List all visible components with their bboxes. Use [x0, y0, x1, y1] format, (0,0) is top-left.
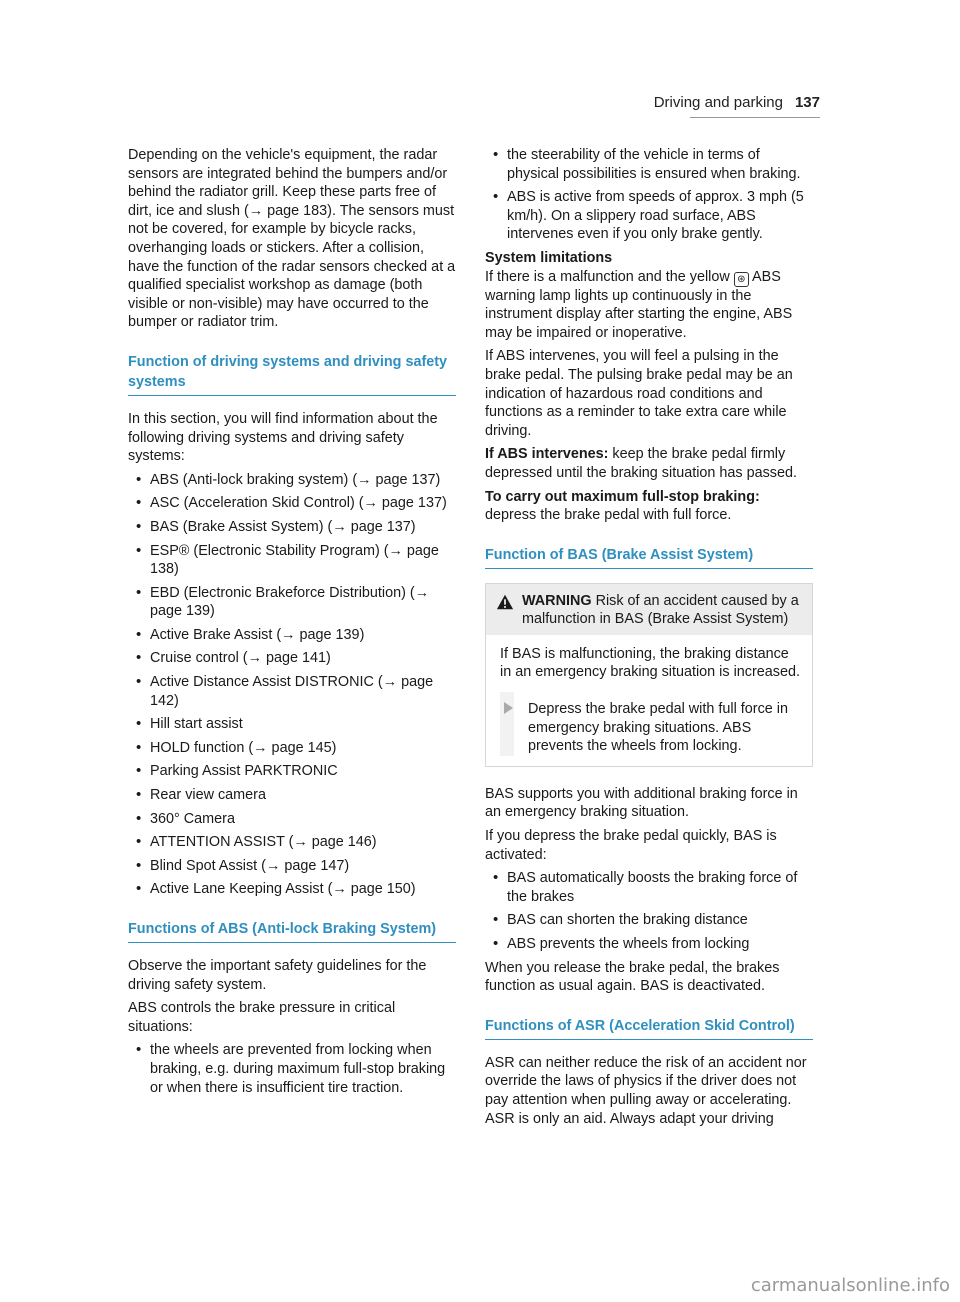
bas-paragraph-2: If you depress the brake pedal quickly, BAS is activated: — [485, 828, 777, 863]
warning-box — [485, 583, 813, 767]
abs-warning-lamp-icon: ⊛ — [734, 272, 749, 287]
warning-body — [486, 635, 812, 766]
list-item: • 360° Camera — [128, 810, 456, 829]
intro-paragraph: Depending on the vehicle's equipment, the radar sensors are integrated behind the bumpers and/or behind the radiator grill. Keep these parts free of dirt, ice and slush (→ page 183). The sensors must not be covered, for example by bicycle racks, overhanging loads or stickers. After a collision, have the function of the radar sensors checked at a qualified specialist workshop as damage (both visible or non-visible) may have occurred to the bumper or radiator trim. — [128, 147, 456, 331]
heading-driving-systems: Function of driving systems and driving safety systems — [128, 352, 456, 396]
warning-text: If BAS is malfunctioning, the braking distance in an emergency braking situation is increased. — [500, 645, 800, 681]
abs-intervene-paragraph: If ABS intervenes, you will feel a pulsing in the brake pedal. The pulsing brake pedal may be an indication of hazardous road conditions and functions as a reminder to take extra care while driving. — [485, 348, 793, 439]
header-section-title: Driving and parking — [653, 94, 783, 111]
heading-asr: Functions of ASR (Acceleration Skid Control) — [485, 1016, 813, 1040]
warning-title: Risk of an accident caused by a malfunction in BAS (Brake Assist System) — [522, 592, 799, 628]
warning-action — [500, 692, 802, 756]
list-item: • Active Brake Assist (→ page 139) — [128, 626, 456, 645]
bas-list — [485, 869, 813, 953]
systems-list — [128, 471, 456, 899]
list-item: • BAS automatically boosts the braking force of the brakes — [485, 869, 813, 906]
list-item: • ESP® (Electronic Stability Program) (→ page 138) — [128, 542, 456, 579]
warning-header — [486, 584, 812, 635]
systems-intro: In this section, you will find information about the following driving systems and driving safety systems: — [128, 410, 438, 465]
list-item: • EBD (Electronic Brakeforce Distribution) (→ page 139) — [128, 584, 456, 621]
page-number: 137 — [794, 94, 820, 111]
list-item: • HOLD function (→ page 145) — [128, 739, 456, 758]
list-item: • Blind Spot Assist (→ page 147) — [128, 857, 456, 876]
action-text: Depress the brake pedal with full force in emergency braking situations. ABS prevents the wheels from locking. — [528, 701, 788, 755]
list-item: • Parking Assist PARKTRONIC — [128, 762, 456, 781]
abs-list — [128, 1041, 456, 1097]
list-item: • ABS prevents the wheels from locking — [485, 935, 813, 954]
max-braking: To carry out maximum full-stop braking: depress the brake pedal with full force. — [485, 488, 760, 524]
system-limitations-text: If there is a malfunction and the yellow ⊛ ABS warning lamp lights up continuously in the instrument display after starting the engine, ABS may be impaired or inoperative. — [485, 268, 793, 341]
list-item: • BAS (Brake Assist System) (→ page 137) — [128, 518, 456, 537]
warning-label: WARNING — [522, 592, 592, 609]
asr-paragraph: ASR can neither reduce the risk of an accident nor override the laws of physics if the driver does not pay attention when pulling away or accelerating. ASR is only an aid. Always adapt your driving — [485, 1054, 807, 1127]
action-arrow-icon — [504, 702, 513, 714]
heading-abs: Functions of ABS (Anti-lock Braking System) — [128, 919, 456, 943]
system-limitations-title: System limitations — [485, 249, 613, 266]
if-abs-intervenes: If ABS intervenes: keep the brake pedal firmly depressed until the braking situation has passed. — [485, 446, 797, 481]
list-item: • Hill start assist — [128, 715, 456, 734]
page-header — [654, 94, 820, 111]
heading-bas: Function of BAS (Brake Assist System) — [485, 545, 813, 569]
list-item: • ABS (Anti-lock braking system) (→ page 137) — [128, 471, 456, 490]
header-rule — [690, 117, 820, 118]
bas-paragraph-3: When you release the brake pedal, the brakes function as usual again. BAS is deactivated. — [485, 959, 780, 995]
list-item: • Cruise control (→ page 141) — [128, 649, 456, 668]
warning-triangle-icon — [496, 593, 514, 611]
list-item: • ABS is active from speeds of approx. 3 mph (5 km/h). On a slippery road surface, ABS intervenes even if you only brake gently. — [485, 188, 813, 244]
list-item: • ATTENTION ASSIST (→ page 146) — [128, 833, 456, 852]
watermark: carmanualsonline.info — [750, 1275, 950, 1296]
list-item: • BAS can shorten the braking distance — [485, 911, 813, 930]
list-item: • Active Distance Assist DISTRONIC (→ page 142) — [128, 673, 456, 710]
abs-controls: ABS controls the brake pressure in critical situations: — [128, 1000, 396, 1035]
list-item: • the steerability of the vehicle in terms of physical possibilities is ensured when braking. — [485, 146, 813, 183]
list-item: • the wheels are prevented from locking when braking, e.g. during maximum full-stop braking or when there is insufficient tire traction. — [128, 1041, 456, 1097]
list-item: • Active Lane Keeping Assist (→ page 150) — [128, 880, 456, 899]
abs-list-continued — [485, 146, 813, 244]
right-column — [485, 146, 813, 1133]
bas-paragraph-1: BAS supports you with additional braking force in an emergency braking situation. — [485, 785, 798, 821]
list-item: • Rear view camera — [128, 786, 456, 805]
left-column — [128, 146, 456, 1102]
abs-safety-note: Observe the important safety guidelines for the driving safety system. — [128, 958, 427, 993]
list-item: • ASC (Acceleration Skid Control) (→ page 137) — [128, 494, 456, 513]
